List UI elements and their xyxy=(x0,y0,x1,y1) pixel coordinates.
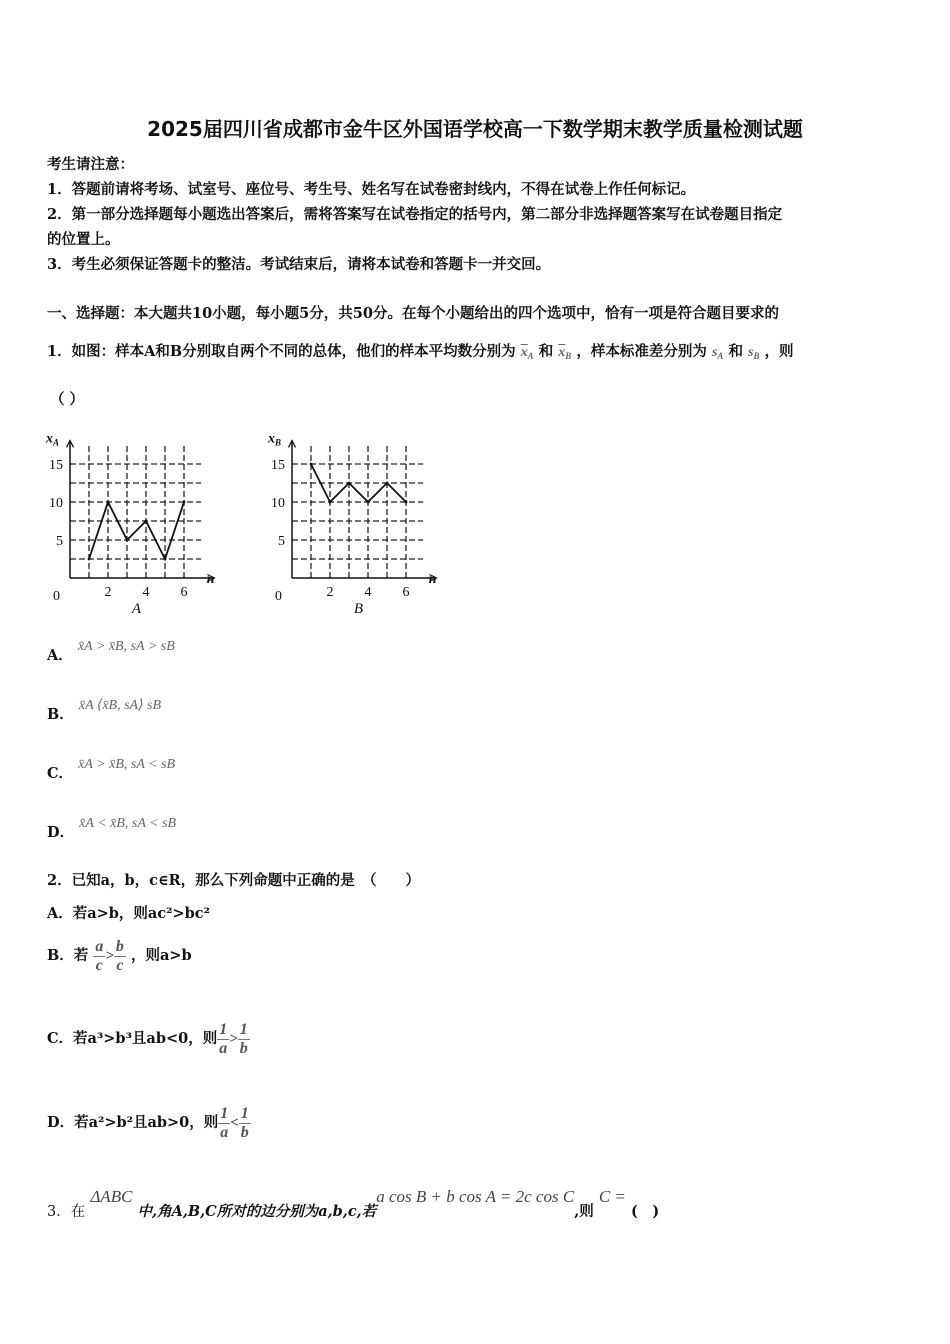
q2-option-c-frac-1: $\frac{1}{a}$ xyxy=(219,1021,228,1057)
chart-b-data-point xyxy=(329,501,332,504)
q2-option-c-op: > xyxy=(229,1031,238,1048)
q2-option-b-frac-2: $\frac{b}{c}$ xyxy=(115,938,124,974)
chart-a-data-point xyxy=(145,520,148,523)
q1-stem-a: 1．如图：样本A和B分别取自两个不同的总体，他们的样本平均数分别为 xyxy=(47,343,516,360)
q1-mean-a: $\overline{x}_A$ xyxy=(520,345,534,361)
notice-item-2-cont: 的位置上。 xyxy=(47,231,120,248)
q3-triangle: ΔABC xyxy=(90,1187,133,1206)
chart-a-x-tick-label: 2 xyxy=(104,585,112,600)
chart-b-y-tick-label: 15 xyxy=(271,458,285,473)
chart-a-data-point xyxy=(183,501,186,504)
notice-item-2: 2．第一部分选择题每小题选出答案后，需将答案写在试卷指定的括号内，第二部分非选择题答案写在试卷题目指定 xyxy=(47,206,783,223)
q1-paren: （ ） xyxy=(50,391,85,408)
chart-b-data-point xyxy=(367,501,370,504)
chart-b-y-tick-label: 5 xyxy=(278,534,285,549)
chart-a-data-point xyxy=(126,539,129,542)
q1-stem-b: ，样本标准差分别为 xyxy=(576,343,707,360)
chart-b-data-point xyxy=(386,482,389,485)
q1-option-d[interactable] xyxy=(47,811,177,841)
q3-stem xyxy=(47,1186,660,1220)
chart-b-origin-label: 0 xyxy=(275,589,282,604)
q1-option-c[interactable] xyxy=(47,752,176,782)
q1-mean-b: $\overline{x}_B$ xyxy=(558,345,572,361)
chart-b-title: B xyxy=(353,601,364,613)
chart-a-y-tick-label: 15 xyxy=(49,458,63,473)
chart-a-x-tick-label: 4 xyxy=(142,585,150,600)
notice-item-1: 1．答题前请将考场、试室号、座位号、考生号、姓名写在试卷密封线内，不得在试卷上作任何标记。 xyxy=(47,181,696,198)
chart-b-x-tick-label: 4 xyxy=(364,585,372,600)
q1-and-1: 和 xyxy=(538,343,554,360)
q3-c-eq: C = xyxy=(598,1187,626,1206)
q1-option-a-label: A． xyxy=(47,647,73,664)
q2-option-c[interactable] xyxy=(47,1021,250,1057)
page-title: 2025届四川省成都市金牛区外国语学校高一下数学期末教学质量检测试题 xyxy=(147,117,803,141)
chart-a-y-tick-label: 5 xyxy=(56,534,63,549)
chart-b-x-label: n xyxy=(428,572,437,587)
q1-option-c-label: C． xyxy=(47,765,74,782)
chart-b xyxy=(262,418,452,613)
chart-b-data-point xyxy=(348,482,351,485)
q2-option-b[interactable] xyxy=(47,938,192,974)
chart-a-y-label: $x_A$ xyxy=(46,431,60,448)
chart-b-y-label: $x_B$ xyxy=(268,431,282,448)
q3-num: 3．在 xyxy=(47,1204,86,1220)
q3-paren: ( ) xyxy=(631,1203,660,1220)
chart-b-x-tick-label: 2 xyxy=(326,585,334,600)
chart-b-x-tick-label: 6 xyxy=(402,585,410,600)
q1-option-b[interactable] xyxy=(47,693,162,723)
q2-option-c-frac-2: $\frac{1}{b}$ xyxy=(239,1021,248,1057)
q1-option-b-math: x̄A ⟨x̄B, sA⟩ sB xyxy=(78,698,162,713)
q2-option-d-frac-2: $\frac{1}{b}$ xyxy=(240,1105,249,1141)
chart-a-origin-label: 0 xyxy=(53,589,60,604)
q3-then: ,则 xyxy=(574,1203,594,1220)
q1-sd-a: $s_A$ xyxy=(711,345,724,361)
q2-stem: 2．已知a，b，c∈R，那么下列命题中正确的是 （ ） xyxy=(47,872,420,889)
chart-b-data-point xyxy=(405,501,408,504)
notice-heading: 考生请注意： xyxy=(47,156,134,173)
q2-option-b-op: > xyxy=(105,948,114,965)
chart-a-data-point xyxy=(164,558,167,561)
chart-a-title: A xyxy=(131,601,142,613)
chart-a-data-point xyxy=(107,501,110,504)
q2-option-b-frac-1: $\frac{a}{c}$ xyxy=(95,938,104,974)
q1-option-c-math: x̄A > x̄B, sA < sB xyxy=(78,757,176,772)
q1-option-a[interactable] xyxy=(47,634,175,664)
chart-a xyxy=(40,418,230,613)
chart-a-y-tick-label: 10 xyxy=(49,496,63,511)
chart-a-x-tick-label: 6 xyxy=(180,585,188,600)
q1-and-2: 和 xyxy=(728,343,743,360)
chart-a-series-line xyxy=(89,502,184,559)
q2-option-c-text: C．若a³>b³且ab<0，则 xyxy=(47,1030,218,1048)
q1-stem xyxy=(47,340,794,361)
chart-b-y-tick-label: 10 xyxy=(271,496,285,511)
q1-sd-b: $s_B$ xyxy=(748,345,760,361)
q2-option-b-tail: ，则a>b xyxy=(130,947,192,965)
q1-option-b-label: B． xyxy=(47,706,74,723)
notice-item-3: 3．考生必须保证答题卡的整洁。考试结束后，请将本试卷和答题卡一并交回。 xyxy=(47,256,551,273)
q2-option-d-text: D．若a²>b²且ab>0，则 xyxy=(47,1114,219,1132)
chart-a-data-point xyxy=(88,558,91,561)
q2-option-a[interactable]: A．若a>b，则ac²>bc² xyxy=(47,905,210,922)
section-heading: 一、选择题：本大题共10小题，每小题5分，共50分。在每个小题给出的四个选项中，恰有一项是符合题目要求的 xyxy=(47,305,779,322)
q1-option-d-label: D． xyxy=(47,824,75,841)
q2-option-d[interactable] xyxy=(47,1105,251,1141)
q2-option-d-op: < xyxy=(230,1115,239,1132)
chart-a-x-label: n xyxy=(206,572,215,587)
q1-option-d-math: x̄A < x̄B, sA < sB xyxy=(79,816,177,831)
q1-option-a-math: x̄A > x̄B, sA > sB xyxy=(77,639,175,654)
chart-b-data-point xyxy=(310,463,313,466)
q2-option-d-frac-1: $\frac{1}{a}$ xyxy=(220,1105,229,1141)
q1-stem-c: ，则 xyxy=(764,343,794,360)
q3-equation: a cos B + b cos A = 2c cos C xyxy=(376,1187,575,1206)
q3-mid: 中,角A,B,C所对的边分别为a,b,c,若 xyxy=(137,1203,377,1220)
q2-option-b-label: B．若 xyxy=(47,947,89,965)
